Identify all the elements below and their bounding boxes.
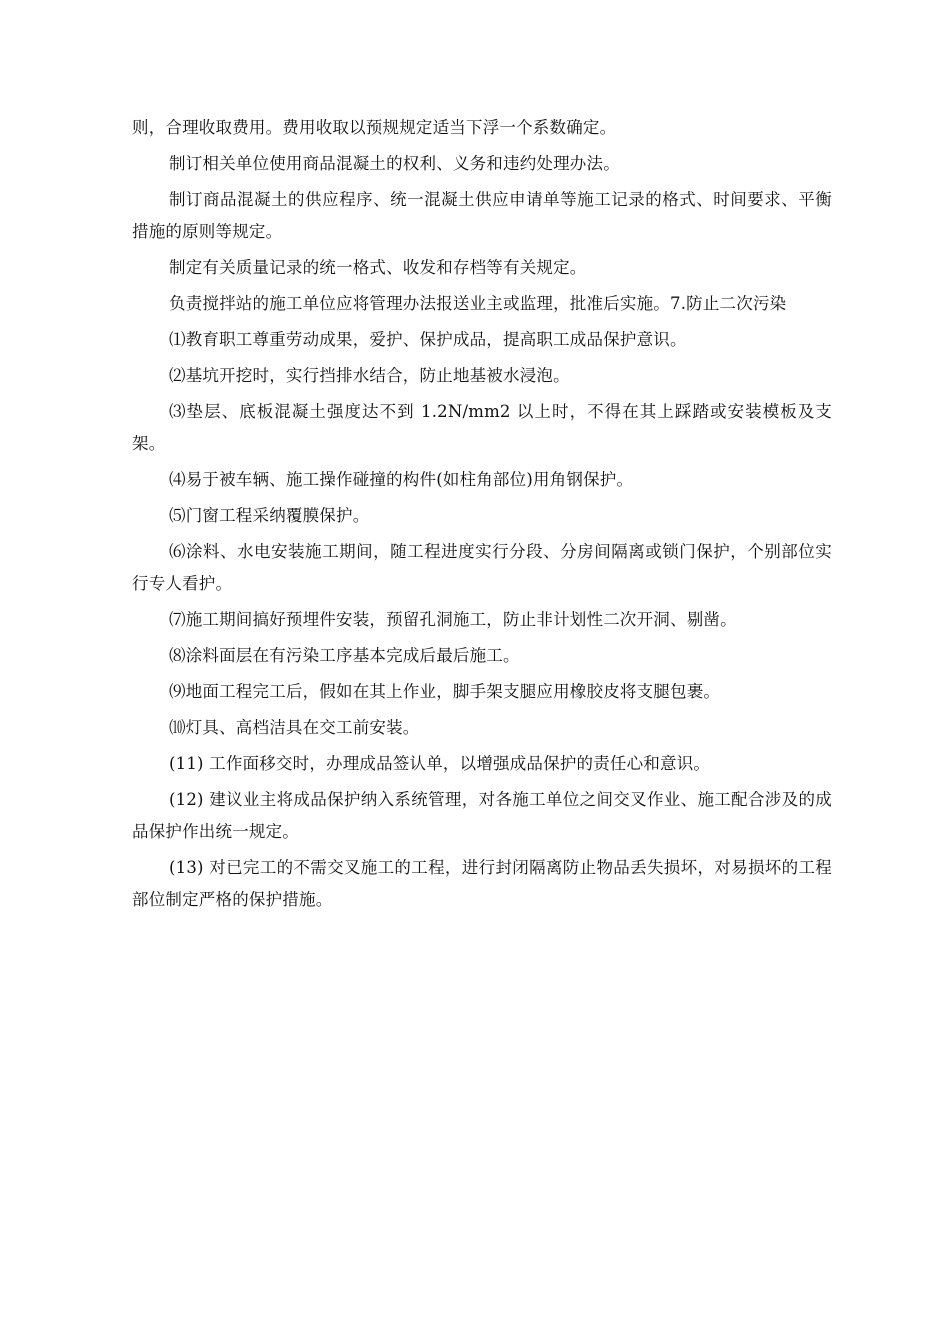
- list-item-6: ⑹涂料、水电安装施工期间，随工程进度实行分段、分房间隔离或锁门保护，个别部位实行专人看护。: [132, 542, 832, 593]
- paragraph-2: 制订相关单位使用商品混凝土的权利、义务和违约处理办法。: [169, 154, 620, 173]
- list-item-2: ⑵基坑开挖时，实行挡排水结合，防止地基被水浸泡。: [169, 366, 570, 385]
- paragraph-1: 则，合理收取费用。费用收取以预规规定适当下浮一个系数确定。: [132, 118, 617, 137]
- list-item-8: ⑻涂料面层在有污染工序基本完成后最后施工。: [169, 646, 520, 665]
- list-item-13: (13) 对已完工的不需交叉施工的工程，进行封闭隔离防止物品丢失损坏，对易损坏的工程部位制定严格的保护措施。: [132, 858, 832, 909]
- list-item-4: ⑷易于被车辆、施工操作碰撞的构件(如柱角部位)用角钢保护。: [169, 470, 634, 489]
- paragraph-4: 制定有关质量记录的统一格式、收发和存档等有关规定。: [169, 258, 587, 277]
- list-item-12: (12) 建议业主将成品保护纳入系统管理，对各施工单位之间交叉作业、施工配合涉及的成品保护作出统一规定。: [132, 790, 832, 841]
- list-item-7: ⑺施工期间搞好预埋件安装，预留孔洞施工，防止非计划性二次开洞、剔凿。: [169, 610, 737, 629]
- list-item-9: ⑼地面工程完工后，假如在其上作业，脚手架支腿应用橡胶皮将支腿包裹。: [169, 682, 721, 701]
- list-item-1: ⑴教育职工尊重劳动成果，爱护、保护成品，提高职工成品保护意识。: [169, 330, 687, 349]
- list-item-3: ⑶垫层、底板混凝土强度达不到 1.2N/mm2 以上时，不得在其上踩踏或安装模板及支架。: [132, 402, 832, 453]
- paragraph-5: 负责搅拌站的施工单位应将管理办法报送业主或监理，批准后实施。7.防止二次污染: [169, 294, 787, 313]
- document-page: [132, 112, 832, 920]
- list-item-5: ⑸门窗工程采纳覆膜保护。: [169, 506, 370, 525]
- list-item-11: (11) 工作面移交时，办理成品签认单，以增强成品保护的责任心和意识。: [169, 754, 711, 773]
- list-item-10: ⑽灯具、高档洁具在交工前安装。: [169, 718, 420, 737]
- paragraph-3: 制订商品混凝土的供应程序、统一混凝土供应申请单等施工记录的格式、时间要求、平衡措施的原则等规定。: [132, 190, 832, 241]
